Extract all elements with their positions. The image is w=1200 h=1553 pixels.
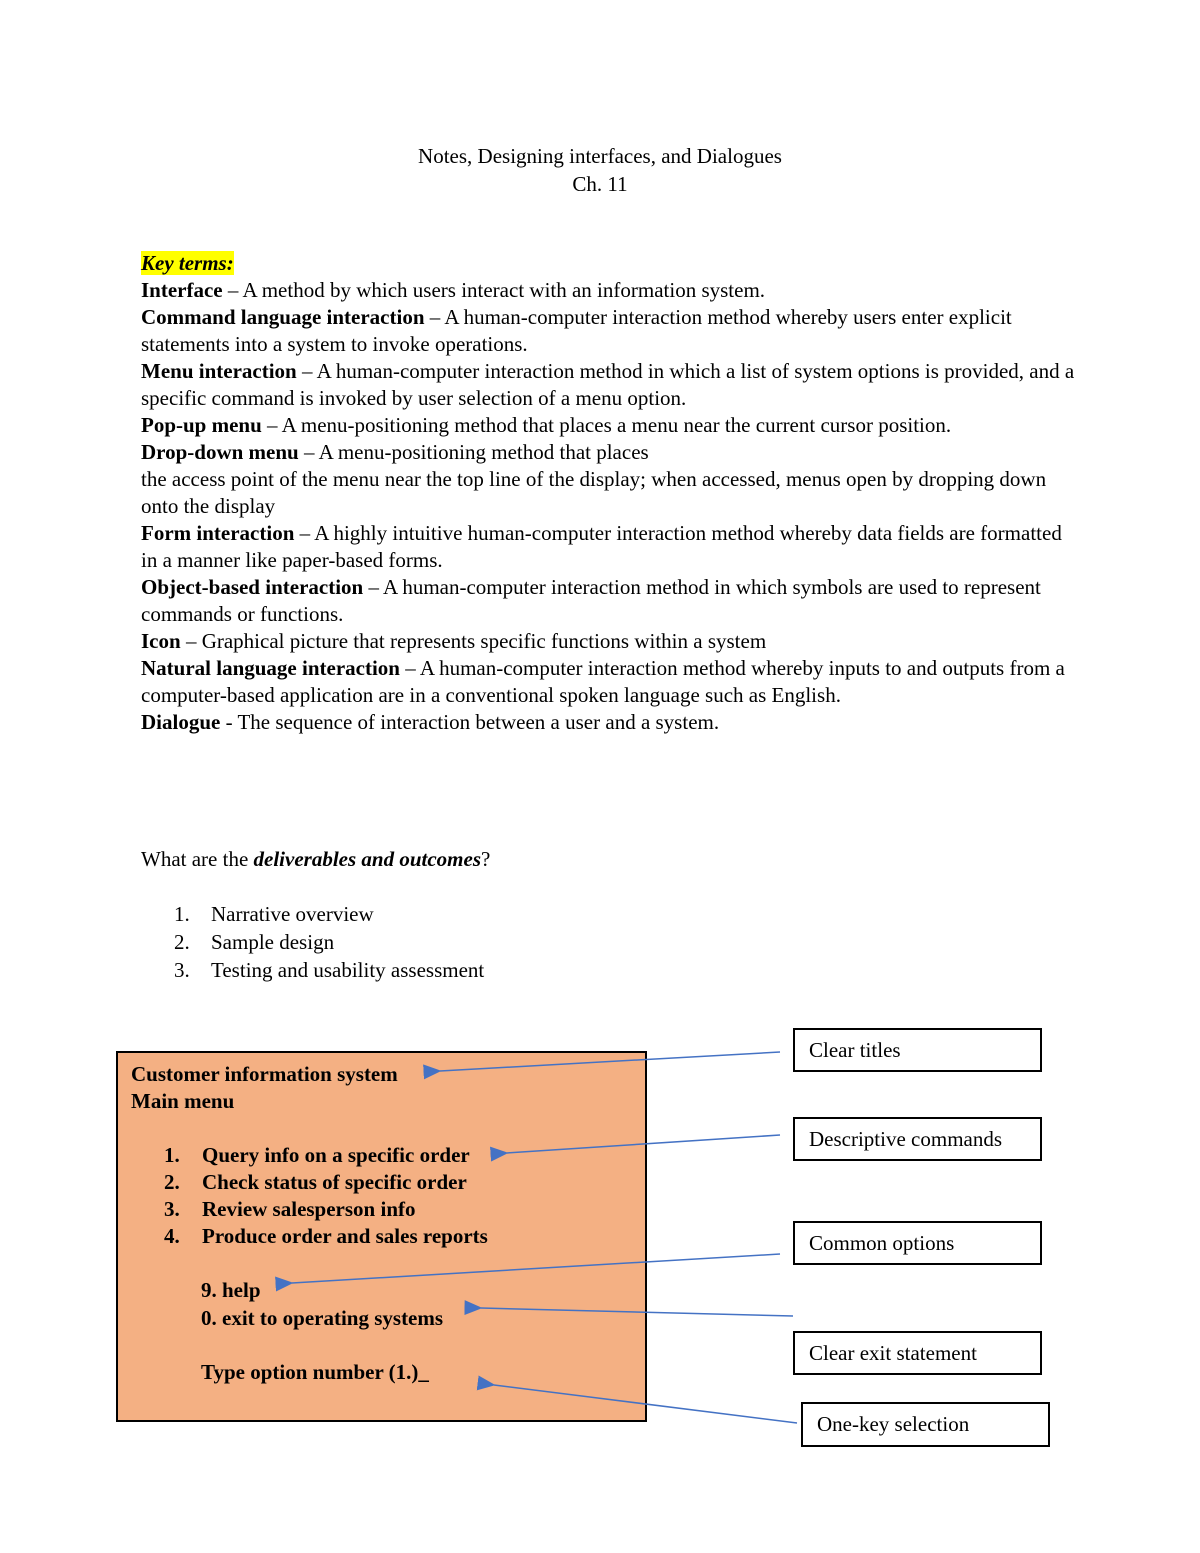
menu-item-label: Review salesperson info <box>202 1197 416 1221</box>
menu-item-label: Query info on a specific order <box>202 1143 470 1167</box>
menu-help-option: 9. help <box>201 1278 261 1302</box>
menu-title: Customer information system <box>131 1062 398 1086</box>
chapter-label: Ch. 11 <box>572 172 628 196</box>
term-definition: – A human-computer interaction method whereby inputs to and outputs from a computer-based application are in a conventional spoken language such as English. <box>141 656 1065 707</box>
term-label: Pop-up menu <box>141 413 262 437</box>
question-suffix: ? <box>481 847 491 871</box>
list-number: 2. <box>174 930 190 954</box>
question-emphasis: deliverables and outcomes <box>253 847 482 871</box>
term-label: Object-based interaction <box>141 575 364 599</box>
term-definition: – A human-computer interaction method in which symbols are used to represent commands or functions. <box>141 575 1041 626</box>
term-definition: – A method by which users interact with an information system. <box>222 278 766 302</box>
menu-subtitle: Main menu <box>131 1089 235 1113</box>
arrow-clear-titles <box>440 1052 780 1071</box>
list-number: 3. <box>174 958 190 982</box>
list-number: 1. <box>174 902 190 926</box>
arrow-clear-exit <box>481 1308 793 1316</box>
term-definition: – A highly intuitive human-computer interaction method whereby data fields are formatted in a manner like paper-based forms. <box>141 521 1062 572</box>
term-definition: – A menu-positioning method that places a menu near the current cursor position. <box>261 413 952 437</box>
menu-item-label: Produce order and sales reports <box>202 1224 488 1248</box>
menu-item-number: 1. <box>164 1143 180 1167</box>
term-definition: – Graphical picture that represents specific functions within a system <box>180 629 767 653</box>
term-definition: - The sequence of interaction between a user and a system. <box>220 710 720 734</box>
term-label: Natural language interaction <box>141 656 400 680</box>
question-prefix: What are the <box>141 847 254 871</box>
menu-item-number: 3. <box>164 1197 180 1221</box>
arrow-one-key-selection <box>494 1385 797 1423</box>
arrow-common-options <box>292 1254 780 1283</box>
key-terms-heading: Key terms: <box>141 251 234 275</box>
document-title: Notes, Designing interfaces, and Dialogues <box>418 144 782 168</box>
menu-item-label: Check status of specific order <box>202 1170 467 1194</box>
term-label: Dialogue <box>141 710 221 734</box>
term-definition: the access point of the menu near the top line of the display; when accessed, menus open by dropping down onto the display <box>141 467 1047 518</box>
list-text: Sample design <box>211 930 335 954</box>
menu-exit-option: 0. exit to operating systems <box>201 1306 444 1330</box>
arrow-descriptive-commands <box>507 1135 780 1153</box>
list-text: Narrative overview <box>211 902 374 926</box>
menu-item-number: 2. <box>164 1170 180 1194</box>
term-label: Drop-down menu <box>141 440 299 464</box>
callout-one-key-selection: One-key selection <box>801 1402 1050 1447</box>
term-label: Form interaction <box>141 521 295 545</box>
term-label: Interface <box>141 278 223 302</box>
callout-clear-exit: Clear exit statement <box>793 1331 1042 1375</box>
term-label: Icon <box>141 629 181 653</box>
menu-item-number: 4. <box>164 1224 180 1248</box>
callout-common-options: Common options <box>793 1221 1042 1265</box>
term-label: Command language interaction <box>141 305 425 329</box>
menu-prompt: Type option number (1.)_ <box>201 1360 429 1384</box>
term-label: Menu interaction <box>141 359 297 383</box>
callout-descriptive-commands: Descriptive commands <box>793 1117 1042 1161</box>
term-definition: – A human-computer interaction method in which a list of system options is provided, and a specific command is invoked by user selection of a menu option. <box>141 359 1075 410</box>
term-definition: – A menu-positioning method that places <box>298 440 649 464</box>
callout-clear-titles: Clear titles <box>793 1028 1042 1072</box>
term-definition: – A human-computer interaction method whereby users enter explicit statements into a system to invoke operations. <box>141 305 1012 356</box>
list-text: Testing and usability assessment <box>211 958 485 982</box>
